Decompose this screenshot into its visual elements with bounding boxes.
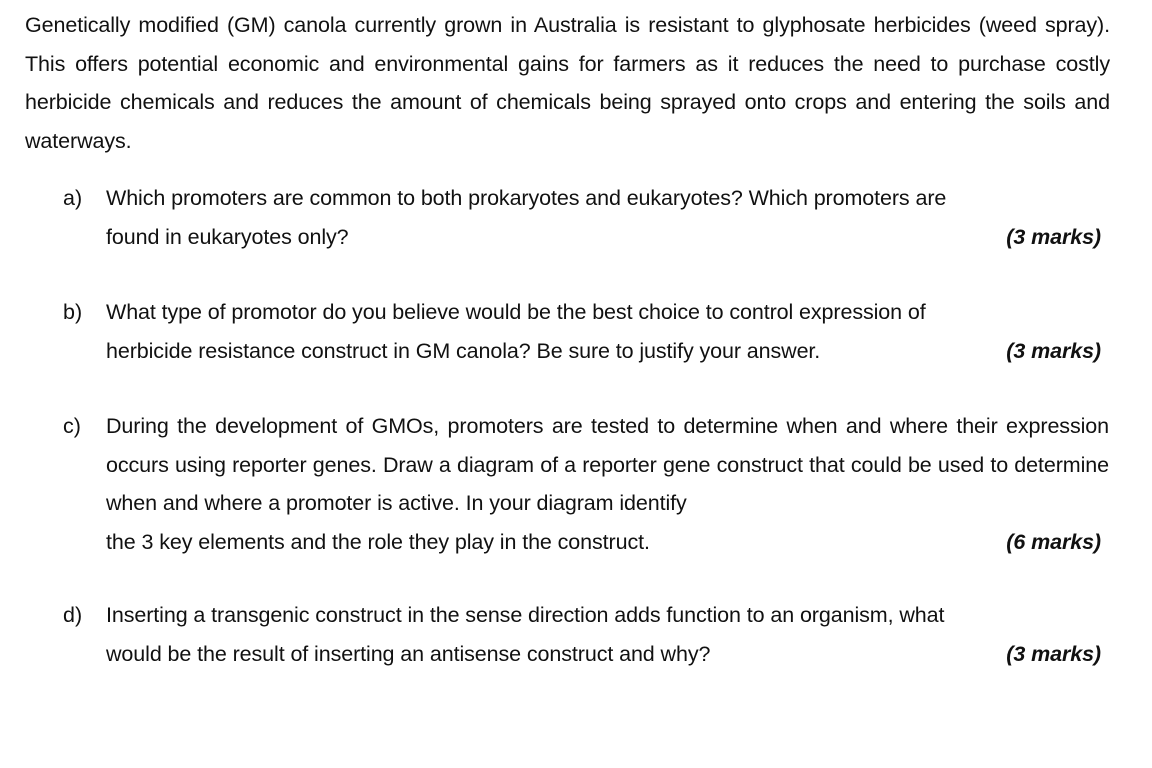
- question-body: [106, 179, 1109, 256]
- question-letter: b): [63, 300, 83, 324]
- question-marks-line: [106, 332, 1109, 371]
- question-text-end: found in eukaryotes only?: [106, 224, 349, 249]
- question-letter: d): [63, 603, 83, 627]
- question-body: [106, 293, 1109, 370]
- question-c: [63, 407, 1109, 561]
- question-letter: c): [63, 414, 81, 438]
- question-body: [106, 407, 1109, 561]
- question-b: [63, 293, 1109, 370]
- question-text: Which promoters are common to both prokaryotes and eukaryotes? Which promoters are: [106, 186, 947, 210]
- question-text: During the development of GMOs, promoters are tested to determine when and where their expression occurs using reporter genes. Draw a diagram of a reporter gene construct that could be used to determine when and where a promoter is active. In your diagram identify: [106, 414, 1109, 515]
- marks-label: (3 marks): [1006, 338, 1101, 363]
- question-body: [106, 596, 1109, 673]
- question-text: What type of promotor do you believe would be the best choice to control expression of: [106, 300, 926, 324]
- marks-label: (6 marks): [1006, 529, 1101, 554]
- question-marks-line: [106, 218, 1109, 257]
- question-text-end: herbicide resistance construct in GM canola? Be sure to justify your answer.: [106, 338, 821, 363]
- question-text-end: would be the result of inserting an antisense construct and why?: [106, 641, 711, 666]
- question-text-end: the 3 key elements and the role they play in the construct.: [106, 529, 650, 554]
- marks-label: (3 marks): [1006, 224, 1101, 249]
- marks-label: (3 marks): [1006, 641, 1101, 666]
- intro-paragraph: Genetically modified (GM) canola currently grown in Australia is resistant to glyphosate herbicides (weed spray). This offers potential economic and environmental gains for farmers as it reduces the need to purchase costly herbicide chemicals and reduces the amount of chemicals being sprayed onto crops and entering the soils and waterways.: [25, 13, 1110, 153]
- question-marks-line: [106, 523, 1109, 562]
- question-text: Inserting a transgenic construct in the sense direction adds function to an organism, what: [106, 603, 945, 627]
- question-letter: a): [63, 186, 83, 210]
- question-a: [63, 179, 1109, 256]
- question-d: [63, 596, 1109, 673]
- question-marks-line: [106, 635, 1109, 674]
